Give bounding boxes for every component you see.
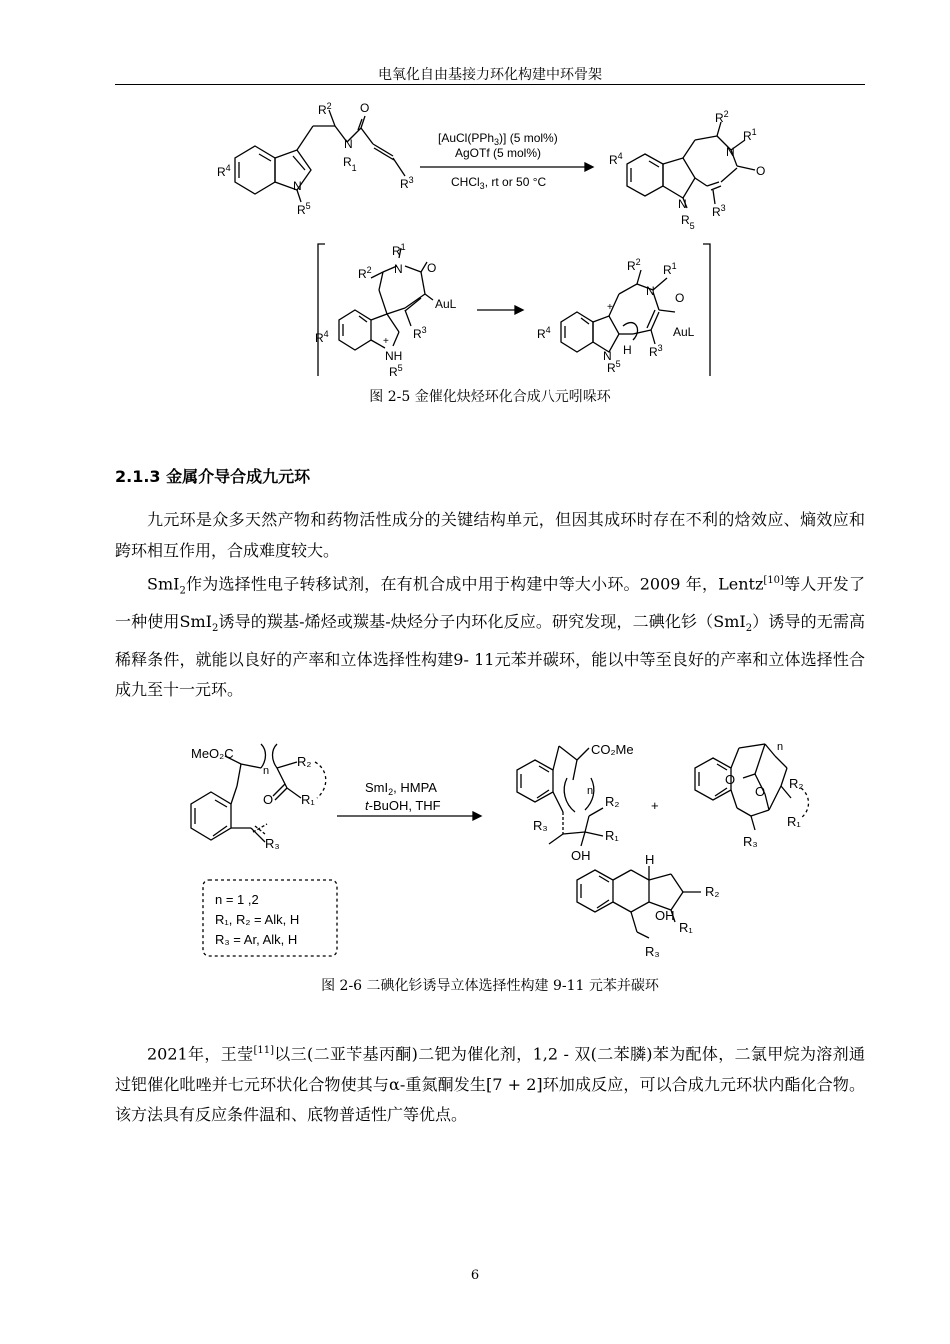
o-label: O	[756, 164, 766, 178]
r3-label: R₃	[533, 818, 548, 833]
r2-label: R₂	[705, 884, 720, 899]
r1-label: R₁	[787, 814, 801, 829]
conditions-line-1: SmI$_2$, HMPA	[365, 780, 437, 797]
r3-label: $R^3$	[413, 325, 427, 341]
svg-text:+: +	[383, 336, 389, 347]
n-label: N	[678, 197, 687, 211]
r1-label: R₁	[679, 920, 693, 935]
o-label: O	[755, 784, 766, 799]
h-label: H	[645, 852, 655, 867]
aul-label: AuL	[673, 325, 695, 339]
r4-label: $R^4$	[609, 151, 623, 167]
n-label: N	[603, 349, 612, 363]
n-label: N	[344, 137, 353, 151]
section-heading: 2.1.3 金属介导合成九元环	[115, 467, 311, 486]
r4-label: $R^4$	[315, 329, 329, 345]
r2-label: $R^2$	[358, 265, 372, 281]
figure-2-6-scheme	[115, 734, 865, 964]
svg-text:+: +	[607, 302, 613, 313]
conditions-line-3: CHCl$_3$, rt or 50 °C	[451, 175, 547, 191]
oh-label: OH	[571, 848, 591, 863]
r4-label: $R^4$	[217, 163, 231, 179]
r3-label: R₃	[645, 944, 660, 959]
plus-sign: +	[651, 798, 659, 813]
page-number: 6	[470, 1268, 480, 1283]
r1-label: $R^1$	[743, 127, 757, 143]
r1-label: $R^1$	[663, 261, 677, 277]
r3-label: R₃	[743, 834, 758, 849]
n-label: N	[293, 179, 302, 193]
n-label: n	[263, 765, 270, 777]
n-label: N	[726, 145, 735, 159]
r2-label: $R^2$	[715, 109, 729, 125]
running-header: 电氧化自由基接力环化构建中环骨架	[378, 67, 602, 83]
figure-2-5-caption: 图 2-5 金催化炔烃环化合成八元吲哚环	[369, 389, 611, 405]
section-body	[115, 505, 865, 706]
r1-label: $R_1$	[343, 155, 357, 173]
r2-label: R₂	[605, 794, 620, 809]
n-label: N	[394, 262, 403, 276]
citation-11: [11]	[253, 1045, 274, 1056]
r1-label: R₁	[605, 828, 619, 843]
n-label: n	[587, 785, 594, 797]
paragraph-2021: 2021年，王莹[11]以三(二亚苄基丙酮)二钯为催化剂，1,2 - 双(二苯膦)苯为配体，二氯甲烷为溶剂通过钯催化吡唑并七元环状化合物使其与α-重氮酮发生[7 + 2]环加成反应，可以合成九元环状内酯化合物。该方法具有反应条件温和、底物普适性广等优点。	[115, 1044, 865, 1125]
r5-label: $R^5$	[607, 359, 621, 375]
n-label: N	[646, 284, 655, 298]
aul-label: AuL	[435, 297, 457, 311]
o-label: O	[725, 772, 736, 787]
paragraph-2: SmI$_2$作为选择性电子转移试剂，在有机合成中用于构建中等大小环。2009 年，Lentz[10]等人开发了一种使用SmI$_2$诱导的羰基-烯烃或羰基-炔烃分子内环化反应。研究发现，二碘化钐（SmI$_2$）诱导的无需高稀释条件，就能以良好的产率和立体选择性构建9- 11元苯并碳环，能以中等至良好的产率和立体选择性合成九至十一元环。	[115, 574, 865, 700]
r1-label: R₁	[301, 792, 315, 807]
r2-label: R₂	[297, 754, 312, 769]
figure-2-6-caption: 图 2-6 二碘化钐诱导立体选择性构建 9-11 元苯并碳环	[321, 978, 659, 994]
header-rule	[115, 84, 865, 85]
r4-label: $R^4$	[537, 325, 551, 341]
r3-label: $R^3$	[649, 343, 663, 359]
r5-label: $R^5$	[297, 201, 311, 217]
o-label: O	[360, 101, 370, 115]
o-label: O	[427, 261, 437, 275]
figure-2-5-scheme	[115, 98, 865, 378]
r5-label: $R_5$	[681, 213, 695, 231]
o-label: O	[675, 291, 685, 305]
legend-line-3: R₃ = Ar, Alk, H	[215, 932, 298, 947]
conditions-line-1: [AuCl(PPh$_3$)] (5 mol%)	[438, 131, 558, 147]
r2-label: R₂	[789, 776, 804, 791]
r3-label: $R^3$	[712, 203, 726, 219]
conditions-line-2: AgOTf (5 mol%)	[455, 146, 542, 160]
conditions-line-2: t-BuOH, THF	[365, 798, 441, 813]
o-label: O	[263, 792, 274, 807]
r2-label: $R^2$	[318, 101, 332, 117]
r2-label: $R^2$	[627, 257, 641, 273]
n-label: n	[777, 741, 784, 753]
citation-10: [10]	[763, 575, 784, 586]
legend-line-1: n = 1 ,2	[215, 892, 259, 907]
h-label: H	[623, 343, 632, 357]
r1-label: $R^1$	[392, 242, 406, 258]
legend-line-2: R₁, R₂ = Alk, H	[215, 912, 300, 927]
oh-label: OH	[655, 908, 675, 923]
paragraph-1: 九元环是众多天然产物和药物活性成分的关键结构单元，但因其成环时存在不利的焓效应、熵效应和跨环相互作用，合成难度较大。	[115, 510, 865, 560]
r5-label: $R^5$	[389, 363, 403, 378]
co2me-label: CO₂Me	[591, 742, 634, 757]
r3-label: R₃	[265, 836, 280, 851]
nh-label: NH	[385, 349, 403, 363]
meo2c-label: MeO₂C	[191, 746, 234, 761]
r3-label: $R^3$	[400, 175, 414, 191]
